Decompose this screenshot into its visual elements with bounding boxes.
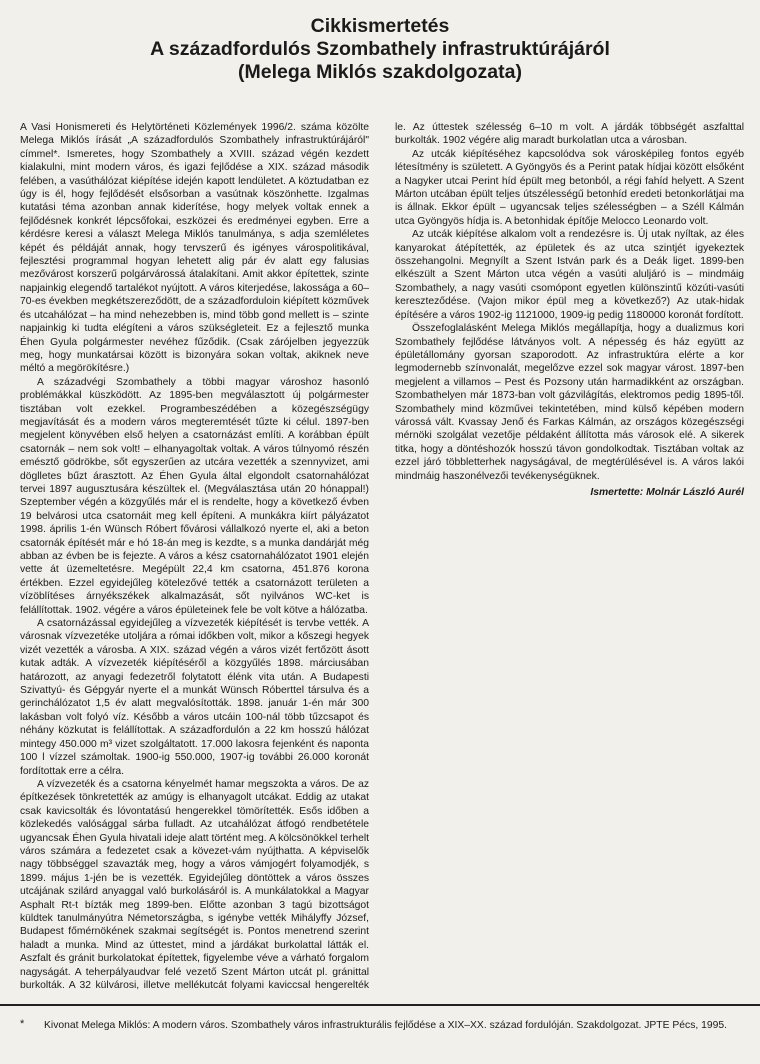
article-body — [20, 121, 744, 997]
footnote — [20, 1019, 744, 1033]
paragraph-streets: A vízvezeték és a csatorna kényelmét hamar megszokta a város. De az építkezések tönkretették az amúgy is elhanyagolt utcákat. Eddig az utakat csak kavicsolták és lóvontatású hengerekkel tömörítették. Esős időben a közlekedés valósággal sárba fulladt. Az utcahálózat átfogó rendbetétele ugyancsak Éhen Gyula hivatali ideje alatt történt meg. A kölcsönökkel terhelt város számára a fedezetet csak a kövezet-vám nyújthatta. A képviselők nagy többséggel szavazták meg, hogy a város vámjogért folyamodjék, s 1899. május 1-jén be is vezették. Egyidejűleg döntöttek a város összes utcájának szilárd anyaggal való burkolásáról is. A munkálatokkal a Magyar Asphalt Rt-t bízták meg 1899-ben. Előtte azonban 3 tagú bizottságot küldtek tanulmányútra Németországba, s igénybe vették Mihályffy József, Budapest főmérnökének szakmai segítségét is. Pontos menetrend szerint haladt a munka. Mind az úttestet, mind a járdákat burkolattal látták el. Aszfalt és gránit burkolatokat építettek, figyelembe véve a várható forgalom nagyságát. A teherpályaudvar felé vezető Szent Márton utcát pl. gránittal burkolták. A 32 külvárosi, illetve mellékutcát folyami kaviccsal hengerelték le. Az úttestek szélesség 6–10 m volt. A járdák többségét aszfalttal burkolták. 1902 végére alig maradt burkolatlan utca a városban. — [20, 122, 744, 991]
title-line-2: A századfordulós Szombathely infrastruktúrájáról — [150, 38, 610, 60]
article-title — [0, 15, 760, 84]
paragraph-urban-planning: Az utcák kiépítése alkalom volt a rendezésre is. Új utak nyíltak, az éles kanyarokat átépítették, az épületek és az utca szintjét igyekeztek összehangolni. Megnyílt a Szent István park és a Deák liget. 1899-ben elkészült a Szent Márton utca végén a vasúti aluljáró is – mindmáig Szombathely, a nagy vasúti csomópont egyetlen különszintű közúti-vasúti kereszteződése. (Vajon mikor épül meg a következő?) Az utak-hidak építésére a város 1902-ig 1121000, 1909-ig pedig 1180000 koronát fordított. — [395, 229, 744, 321]
footnote-divider — [0, 1004, 760, 1006]
paragraph-sewerage: A századvégi Szombathely a többi magyar városhoz hasonló problémákkal küszködött. Az 1895-ben megválasztott új polgármester tisztában volt ezekkel. Programbeszédében a közegészségügy megjavítását és a modern város megteremtését tűzte ki célul. 1897-ben megjelent könyvében első helyen a csatornázást említi. A korábban épült csatornák – nem sok volt! – elhanyagoltak voltak. A város túlnyomó részén emésztő gödrökbe, sőt egyszerűen az utcára vezették a szennyvizet, ami döglletes bűzt árasztott. Az Éhen Gyula által elgondolt csatornahálózat tervei 1897 augusztusára készültek el. (Megválasztása után 20 hónappal!) Szeptember végén a közgyűlés már el is rendelte, hogy a következő évben 19 belvárosi utca csatornáit meg kell építeni. A munkákra kiírt pályázatot 1998. április 1-én Wünsch Róbert fővárosi vállalkozó nyerte el, aki a beton csatornák építését már e hó 18-án meg is kezdte, s a munka dandárját még abban az évben be is fejezte. A város a kész csatornahálózatot 1901 elején vette át üzemeltetésre. Megépült 22,4 km csatorna, 451.876 korona értékben. Ezzel egyidejűleg kötelezővé tették a csatornázott területen a vízöblítéses árnyékszékek alkalmazását, sőt nyilvános WC-ket is felállítottak. 1902. végére a város épületeinek fele be volt kötve a hálózatba. — [20, 376, 369, 616]
paragraph-bridges: Az utcák kiépítéséhez kapcsolódva sok városképileg fontos egyéb létesítmény is született. A Gyöngyös és a Perint patak hídjai között elsőként a Nagyker utcai Perint híd épült meg betonból, a régi fahíd helyett. A Szent Márton utcában épült teljes útszélességű betonhíd eredeti betonkorlátjai ma is állnak. Ekkor épült – ugyancsak teljes szélességben – a Széll Kálmán utca Gyöngyös hídja is. A betonhidak építője Melocco Leonardo volt. — [395, 148, 744, 227]
title-line-1: Cikkismertetés — [310, 15, 450, 37]
footnote-text: Kivonat Melega Miklós: A modern város. Szombathely város infrastrukturális fejlődése a XIX–XX. század fordulóján. Szakdolgozat. JPTE Pécs, 1995. — [44, 1020, 728, 1031]
paragraph-summary: Összefoglalásként Melega Miklós megállapítja, hogy a dualizmus kori Szombathely fejlődése látványos volt. A népesség és ház együtt az épületállomány gyorsan szaporodott. Az infrastruktúra elérte a kor legmodernebb színvonalát, megelőzve ezzel sok magyar várost. 1897-ben megjelent a villamos – Pest és Pozsony után harmadikként az országban. Szombathelyen már 1873-ban volt gázvilágítás, elektromos pedig 1895-től. Szombathely mind közművei tekintetében, mind külső képében modern várossá vált. Kvassay Jenő és Farkas Kálmán, az országos közegészségi mérnöki szolgálat vezetője példaként állította más városok elé. A sikerek titka, hogy a döntéshozók hosszú távon gondolkodtak. Tisztában voltak az ezzel járó többletterhek nagyságával, de megtérülésével is. A város lakói mindmáig haszonélvezői tevékenységüknek. — [395, 323, 744, 482]
reviewer-signature: Ismertette: Molnár László Aurél — [590, 486, 744, 498]
paragraph-intro: A Vasi Honismereti és Helytörténeti Közlemények 1996/2. száma közölte Melega Miklós írását „A századfordulós Szombathely infrastruktúrájáról" címmel*. Ismeretes, hogy Szombathely a XVIII. század végén kezdett kialakulni, mint modern város, és igazi fejlődése a XIX. század második felében, a vasúthálózat kiépítése idején kapott lendületet. A köztudatban ez úgy is él, hogy fejlődését elsősorban a vasútnak köszönhette. Izgalmas kutatási téma azonban annak kiderítése, hogy melyek voltak ennek a fejlődésnek konkrét lépcsőfokai, eszközei és eredményei egyben. Erre a kérdésre keresi a választ Melega Miklós tanulmánya, s adja szemléletes képét és példáját annak, hogy tervszerű és igényes várospolitikával, fejlesztési programmal hogyan lehetett alig pár év alatt egy falusias mezővárost korszerű polgárvárossá átalakítani. Amit akkor építettek, szinte napjainkig elegendő tartalékot nyújtott. A város kiterjedése, lakossága a 60–70-es években megkétszereződött, de a századforduloin kiépített közművek és utcahálózat – ha mind nehezebben is, mind több gond mellett is – szinte napjainkig ki tudta elégíteni a város szükségleteit. Ez a fejlesztő munka Éhen Gyula polgármester nevéhez fűződik. (Csak zárójelben jegyezzük meg, hogy munkatársai között is bizonyára sokan voltak, akiknek neve méltó a megörökítésre.) — [20, 122, 369, 375]
title-line-3: (Melega Miklós szakdolgozata) — [238, 61, 522, 83]
footnote-mark: * — [20, 1018, 25, 1030]
paragraph-water-supply: A csatornázással egyidejűleg a vízvezeték kiépítését is tervbe vették. A városnak vízvezetéke utoljára a római időkben volt, mikor a kőszegi hegyek vizét vezették a városba. A XIX. század végén a város vizét fertőzött ásott kutak adták. A vízvezeték kiépítéséről a közgyűlés 1898. márciusában határozott, az anyagi fedezetről folytatott élénk vita után. A Budapesti Szivattyú- és Gépgyár nyerte el a munkát Wünsch Róberttel társulva és a gerinchálózatot 1,5 év alatt megvalósították. 1898. január 1-én már 300 lakásban volt folyó víz. Később a város utcáin 100-nál több tűzcsapot és néhány közkutat is felállítottak. A századfordulón a 22 km hosszú hálózat mintegy 450.000 m³ vizet szolgáltatott. 17.000 lakosra fejenként és naponta 100 l vízzel számoltak. 1900-ig 550.000, 1907-ig további 26.000 koronát fordítottak erre a célra. — [20, 618, 369, 777]
